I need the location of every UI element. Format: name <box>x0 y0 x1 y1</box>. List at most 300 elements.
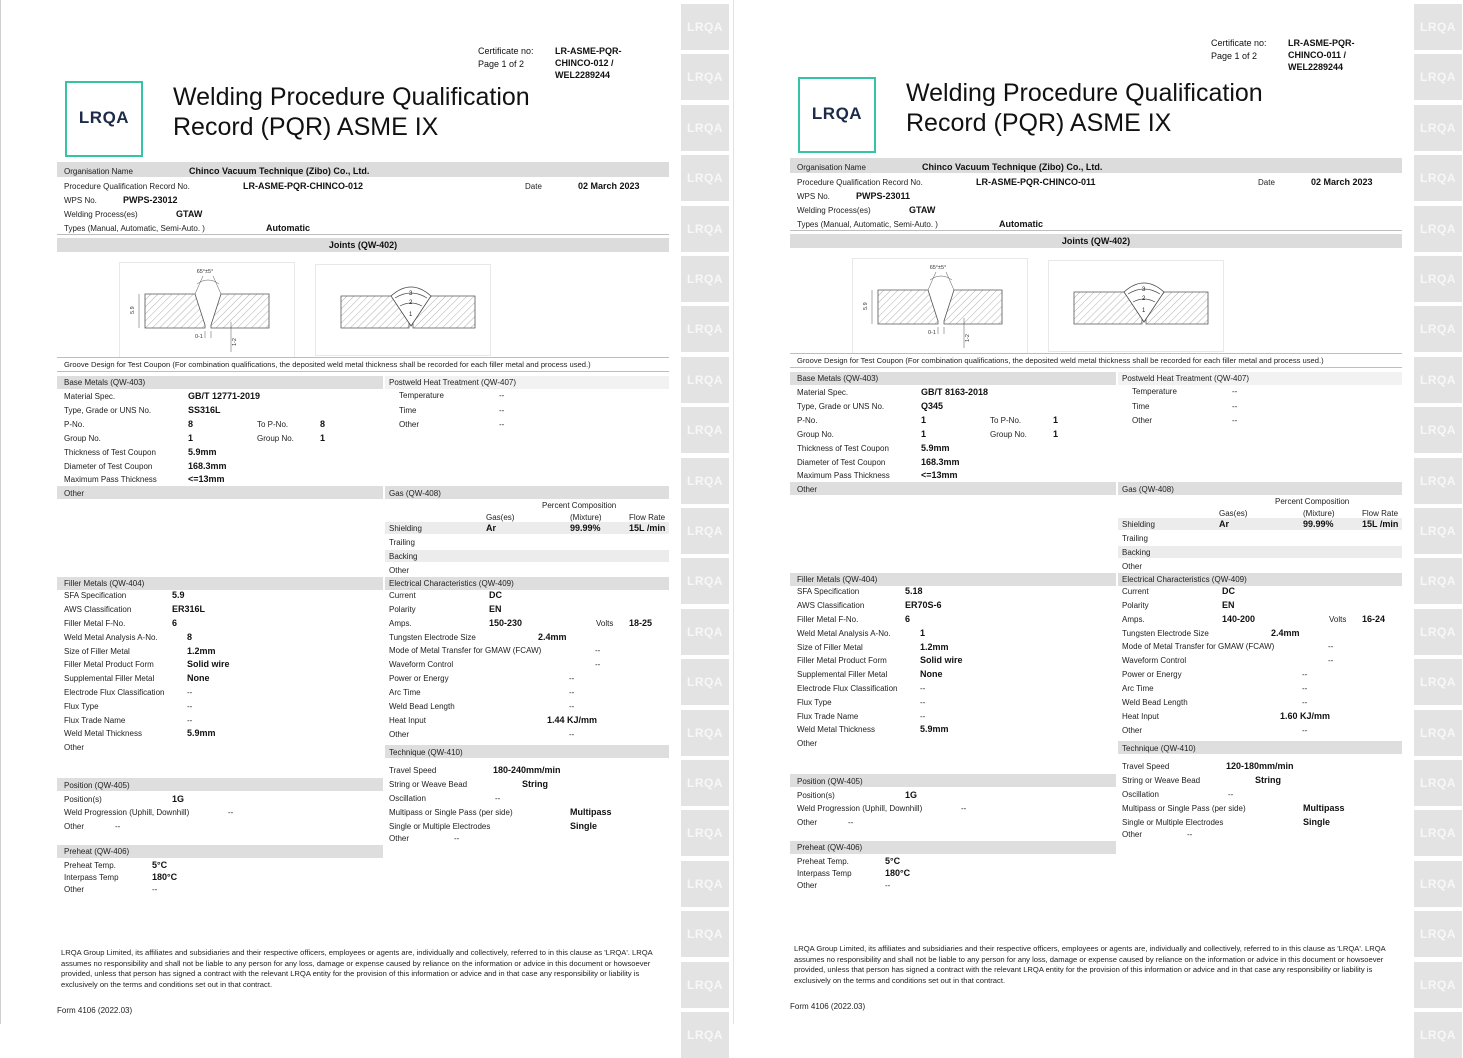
base-metals-heading: Base Metals (QW-403) <box>64 378 146 387</box>
weld-thickness-value: 5.9mm <box>920 724 949 734</box>
diameter-value: 168.3mm <box>188 461 227 471</box>
arc-time-value: -- <box>1302 684 1308 693</box>
electrodes-label: Single or Multiple Electrodes <box>389 822 491 831</box>
bead-length-label: Weld Bead Length <box>389 702 455 711</box>
heat-input-value: 1.44 KJ/mm <box>547 715 598 725</box>
dim-gap: 0-1 <box>928 330 936 336</box>
position-other-value: -- <box>115 822 121 831</box>
position-other-label: Other <box>797 818 818 827</box>
gas-other-label: Other <box>389 566 410 575</box>
aws-value: ER316L <box>172 604 206 614</box>
gas-heading: Gas (QW-408) <box>389 489 441 498</box>
pwht-time-label: Time <box>1132 402 1150 411</box>
lrqa-watermark-tile: LRQA <box>1414 155 1462 201</box>
weld-thickness-label: Weld Metal Thickness <box>797 725 875 734</box>
waveform-value: -- <box>1328 656 1334 665</box>
flux-type-label: Flux Type <box>64 702 99 711</box>
mixture-col-label: (Mixture) <box>1303 509 1335 518</box>
flux-type-value: -- <box>187 702 193 711</box>
wps-no-label: WPS No. <box>64 196 97 205</box>
page-of: Page 1 of 2 <box>1211 51 1258 61</box>
process-label: Welding Process(es) <box>797 206 871 215</box>
progression-label: Weld Progression (Uphill, Downhill) <box>797 804 923 813</box>
lrqa-watermark-tile: LRQA <box>681 155 729 201</box>
joints-heading: Joints (QW-402) <box>328 240 398 250</box>
current-value: DC <box>1222 586 1235 596</box>
lrqa-watermark-tile: LRQA <box>1414 760 1462 806</box>
to-group-no-value: 1 <box>320 433 326 443</box>
base-metals-heading: Base Metals (QW-403) <box>797 374 879 383</box>
travel-speed-value: 120-180mm/min <box>1226 761 1294 771</box>
supp-filler-label: Supplemental Filler Metal <box>64 674 155 683</box>
thickness-label: Thickness of Test Coupon <box>64 448 156 457</box>
bead-length-label: Weld Bead Length <box>1122 698 1188 707</box>
flux-trade-label: Flux Trade Name <box>797 712 859 721</box>
a-no-value: 1 <box>920 628 926 638</box>
certificate-no-label: Certificate no: <box>478 46 534 56</box>
shielding-label: Shielding <box>1122 520 1155 529</box>
group-no-value: 1 <box>921 429 927 439</box>
types-value: Automatic <box>999 219 1044 229</box>
page-title-line2: Record (PQR) ASME IX <box>906 109 1172 137</box>
p-no-value: 1 <box>921 415 927 425</box>
arc-time-label: Arc Time <box>1122 684 1154 693</box>
lrqa-watermark-tile: LRQA <box>1414 810 1462 856</box>
lrqa-watermark-tile: LRQA <box>681 4 729 50</box>
metal-transfer-value: -- <box>1328 642 1334 651</box>
certificate-no-value: LR-ASME-PQR-CHINCO-012 / WEL2289244 <box>555 46 622 80</box>
groove-design-drawing <box>119 262 295 358</box>
technique-other-value: -- <box>454 834 460 843</box>
mixture-col-label: (Mixture) <box>570 513 602 522</box>
metal-transfer-label: Mode of Metal Transfer for GMAW (FCAW) <box>1122 642 1275 651</box>
preheat-other-value: -- <box>885 881 891 890</box>
waveform-label: Waveform Control <box>1122 656 1187 665</box>
size-filler-label: Size of Filler Metal <box>797 643 863 652</box>
type-grade-label: Type, Grade or UNS No. <box>797 402 885 411</box>
lrqa-watermark-tile: LRQA <box>1414 306 1462 352</box>
technique-other-value: -- <box>1187 830 1193 839</box>
sfa-label: SFA Specification <box>797 587 860 596</box>
positions-value: 1G <box>172 794 185 804</box>
size-filler-value: 1.2mm <box>920 642 949 652</box>
electrical-heading: Electrical Characteristics (QW-409) <box>1122 575 1247 584</box>
lrqa-watermark-tile: LRQA <box>681 558 729 604</box>
bead-length-value: -- <box>569 702 575 711</box>
lrqa-watermark-tile: LRQA <box>681 105 729 151</box>
a-no-label: Weld Metal Analysis A-No. <box>797 629 891 638</box>
lrqa-watermark-tile: LRQA <box>681 256 729 302</box>
volts-label: Volts <box>1329 615 1347 624</box>
types-value: Automatic <box>266 223 311 233</box>
to-p-no-label: To P-No. <box>990 416 1022 425</box>
lrqa-watermark-tile: LRQA <box>1414 105 1462 151</box>
pqr-no-value: LR-ASME-PQR-CHINCO-012 <box>243 181 364 191</box>
form-number: Form 4106 (2022.03) <box>790 1002 866 1011</box>
amps-label: Amps. <box>389 619 412 628</box>
pwht-temp-value: -- <box>1232 387 1238 396</box>
p-no-label: P-No. <box>797 416 818 425</box>
lrqa-watermark-tile: LRQA <box>1414 1012 1462 1058</box>
waveform-label: Waveform Control <box>389 660 454 669</box>
lrqa-watermark-tile: LRQA <box>681 206 729 252</box>
to-group-no-label: Group No. <box>990 430 1027 439</box>
date-label: Date <box>525 182 542 191</box>
types-label: Types (Manual, Automatic, Semi-Auto. ) <box>797 220 938 229</box>
certificate-no-value: LR-ASME-PQR-CHINCO-011 / WEL2289244 <box>1288 38 1355 72</box>
lrqa-watermark-tile: LRQA <box>681 54 729 100</box>
lrqa-watermark-tile: LRQA <box>1414 861 1462 907</box>
travel-speed-label: Travel Speed <box>1122 762 1170 771</box>
filler-metals-heading: Filler Metals (QW-404) <box>64 579 145 588</box>
weld-thickness-label: Weld Metal Thickness <box>64 729 142 738</box>
aws-label: AWS Classification <box>64 605 132 614</box>
groove-note: Groove Design for Test Coupon (For combination qualifications, the deposited weld metal thickness shall be recorded for each filler metal and process used.) <box>64 360 591 369</box>
backing-label: Backing <box>1122 548 1151 557</box>
pwht-temp-value: -- <box>499 391 505 400</box>
group-no-label: Group No. <box>797 430 834 439</box>
backing-label: Backing <box>389 552 418 561</box>
groove-design-drawing <box>852 258 1028 354</box>
filler-other-label: Other <box>64 743 85 752</box>
oscillation-label: Oscillation <box>389 794 426 803</box>
lrqa-watermark-tile: LRQA <box>1414 4 1462 50</box>
tungsten-value: 2.4mm <box>538 632 567 642</box>
progression-value: -- <box>228 808 234 817</box>
filler-other-label: Other <box>797 739 818 748</box>
polarity-value: EN <box>489 604 502 614</box>
lrqa-watermark-tile: LRQA <box>681 357 729 403</box>
amps-value: 140-200 <box>1222 614 1256 624</box>
certificate-block <box>478 45 648 85</box>
to-group-no-label: Group No. <box>257 434 294 443</box>
certificate-block <box>1211 38 1381 81</box>
size-filler-label: Size of Filler Metal <box>64 647 130 656</box>
positions-label: Position(s) <box>797 791 835 800</box>
flow-rate-col-label: Flow Rate <box>629 513 666 522</box>
date-value: 02 March 2023 <box>1311 177 1373 187</box>
pwht-time-value: -- <box>499 406 505 415</box>
lrqa-watermark-tile: LRQA <box>681 962 729 1008</box>
group-no-label: Group No. <box>64 434 101 443</box>
lrqa-watermark-tile: LRQA <box>681 911 729 957</box>
wps-no-label: WPS No. <box>797 192 830 201</box>
waveform-value: -- <box>595 660 601 669</box>
lrqa-watermark-tile: LRQA <box>681 458 729 504</box>
bead-length-value: -- <box>1302 698 1308 707</box>
preheat-heading: Preheat (QW-406) <box>797 843 863 852</box>
shielding-mixture-value: 99.99% <box>570 523 601 533</box>
flux-class-label: Electrode Flux Classification <box>797 684 898 693</box>
weld-bead-sequence-drawing <box>1048 260 1224 352</box>
arc-time-value: -- <box>569 688 575 697</box>
electrodes-label: Single or Multiple Electrodes <box>1122 818 1224 827</box>
tungsten-label: Tungsten Electrode Size <box>389 633 476 642</box>
dim-angle: 65°±5° <box>929 265 947 271</box>
supp-filler-value: None <box>920 669 943 679</box>
aws-value: ER70S-6 <box>905 600 942 610</box>
technique-other-label: Other <box>1122 830 1143 839</box>
bead-3: 3 <box>1142 287 1146 293</box>
pwht-temp-label: Temperature <box>399 391 444 400</box>
lrqa-logo: LRQA <box>65 81 143 157</box>
pwht-other-value: -- <box>499 420 505 429</box>
f-no-value: 6 <box>172 618 178 628</box>
position-other-label: Other <box>64 822 85 831</box>
dim-gap: 0-1 <box>195 334 203 340</box>
pwht-heading: Postweld Heat Treatment (QW-407) <box>1122 374 1250 383</box>
product-form-label: Filler Metal Product Form <box>797 656 887 665</box>
supp-filler-label: Supplemental Filler Metal <box>797 670 888 679</box>
shielding-flow-value: 15L /min <box>1362 519 1399 529</box>
travel-speed-label: Travel Speed <box>389 766 437 775</box>
lrqa-watermark-tile: LRQA <box>681 609 729 655</box>
lrqa-watermark-tile: LRQA <box>1414 407 1462 453</box>
lrqa-watermark-tile: LRQA <box>1414 962 1462 1008</box>
electrodes-value: Single <box>570 821 598 831</box>
lrqa-watermark-tile: LRQA <box>1414 911 1462 957</box>
joints-heading: Joints (QW-402) <box>1061 236 1131 246</box>
lrqa-watermark-tile: LRQA <box>681 1012 729 1058</box>
page-title-line1: Welding Procedure Qualification <box>906 79 1263 107</box>
shielding-mixture-value: 99.99% <box>1303 519 1334 529</box>
pwht-time-value: -- <box>1232 402 1238 411</box>
shielding-gas-value: Ar <box>1219 519 1230 529</box>
volts-value: 18-25 <box>629 618 653 628</box>
material-spec-value: GB/T 12771-2019 <box>188 391 261 401</box>
pqr-page-chinco-012 <box>0 0 731 1042</box>
preheat-other-value: -- <box>152 885 158 894</box>
preheat-temp-value: 5°C <box>885 856 901 866</box>
trailing-label: Trailing <box>389 538 415 547</box>
technique-heading: Technique (QW-410) <box>389 748 463 757</box>
lrqa-watermark-tile: LRQA <box>1414 458 1462 504</box>
bead-2: 2 <box>1142 296 1146 302</box>
tungsten-label: Tungsten Electrode Size <box>1122 629 1209 638</box>
thickness-value: 5.9mm <box>921 443 950 453</box>
a-no-value: 8 <box>187 632 193 642</box>
electrical-other-value: -- <box>1302 726 1308 735</box>
shielding-label: Shielding <box>389 524 422 533</box>
flux-type-label: Flux Type <box>797 698 832 707</box>
product-form-label: Filler Metal Product Form <box>64 660 154 669</box>
aws-label: AWS Classification <box>797 601 865 610</box>
lrqa-watermark-tile: LRQA <box>1414 609 1462 655</box>
pwht-other-label: Other <box>1132 416 1153 425</box>
sfa-value: 5.18 <box>905 586 923 596</box>
interpass-label: Interpass Temp <box>64 873 119 882</box>
date-label: Date <box>1258 178 1275 187</box>
heat-input-label: Heat Input <box>1122 712 1159 721</box>
oscillation-value: -- <box>1228 790 1234 799</box>
power-value: -- <box>569 674 575 683</box>
material-spec-value: GB/T 8163-2018 <box>921 387 989 397</box>
f-no-label: Filler Metal F-No. <box>64 619 126 628</box>
technique-other-label: Other <box>389 834 410 843</box>
string-weave-value: String <box>1255 775 1281 785</box>
org-value: Chinco Vacuum Technique (Zibo) Co., Ltd. <box>189 166 370 176</box>
dim-thickness: 5.9 <box>863 302 869 310</box>
electrical-other-label: Other <box>1122 726 1143 735</box>
max-pass-label: Maximum Pass Thickness <box>797 471 890 480</box>
diameter-label: Diameter of Test Coupon <box>797 458 886 467</box>
polarity-label: Polarity <box>389 605 416 614</box>
p-no-value: 8 <box>188 419 194 429</box>
current-value: DC <box>489 590 502 600</box>
string-weave-label: String or Weave Bead <box>1122 776 1201 785</box>
multipass-label: Multipass or Single Pass (per side) <box>1122 804 1246 813</box>
lrqa-watermark-tile: LRQA <box>681 508 729 554</box>
lrqa-watermark-tile: LRQA <box>1414 710 1462 756</box>
dim-angle: 65°±5° <box>196 269 214 275</box>
metal-transfer-label: Mode of Metal Transfer for GMAW (FCAW) <box>389 646 542 655</box>
max-pass-value: <=13mm <box>921 470 958 480</box>
disclaimer: LRQA Group Limited, its affiliates and subsidiaries and their respective officers, employees or agents are, individually and collectively, referred to in this clause as 'LRQA'. LRQA assumes no responsibility and shall not be liable to any person for any loss, damage or expense caused by reliance on the information or advice in this document or howsoever provided, unless that person has signed a contract with the relevant LRQA entity for the provision of this information or advice and in that case any responsibility or liability is exclusively on the terms and conditions set out in that contract. <box>794 944 1386 985</box>
org-label: Organisation Name <box>797 163 866 172</box>
current-label: Current <box>389 591 416 600</box>
preheat-other-label: Other <box>797 881 818 890</box>
heat-input-value: 1.60 KJ/mm <box>1280 711 1331 721</box>
tungsten-value: 2.4mm <box>1271 628 1300 638</box>
shielding-flow-value: 15L /min <box>629 523 666 533</box>
lrqa-watermark-tile: LRQA <box>681 861 729 907</box>
filler-metals-heading: Filler Metals (QW-404) <box>797 575 878 584</box>
pwht-other-label: Other <box>399 420 420 429</box>
lrqa-logo: LRQA <box>798 77 876 153</box>
power-value: -- <box>1302 670 1308 679</box>
pqr-no-label: Procedure Qualification Record No. <box>797 178 923 187</box>
flux-trade-value: -- <box>187 716 193 725</box>
amps-value: 150-230 <box>489 618 523 628</box>
flux-trade-value: -- <box>920 712 926 721</box>
disclaimer: LRQA Group Limited, its affiliates and subsidiaries and their respective officers, employees or agents are, individually and collectively, referred to in this clause as 'LRQA'. LRQA assumes no responsibility and shall not be liable to any person for any loss, damage or expense caused by reliance on the information or advice in this document or howsoever provided, unless that person has signed a contract with the relevant LRQA entity for the provision of this information or advice and in that case any responsibility or liability is exclusively on the terms and conditions set out in that contract. <box>61 948 653 989</box>
string-weave-value: String <box>522 779 548 789</box>
multipass-value: Multipass <box>1303 803 1345 813</box>
type-grade-value: Q345 <box>921 401 944 411</box>
org-label: Organisation Name <box>64 167 133 176</box>
gases-col-label: Gas(es) <box>486 513 515 522</box>
amps-label: Amps. <box>1122 615 1145 624</box>
electrical-other-value: -- <box>569 730 575 739</box>
flow-rate-col-label: Flow Rate <box>1362 509 1399 518</box>
material-spec-label: Material Spec. <box>797 388 849 397</box>
electrical-heading: Electrical Characteristics (QW-409) <box>389 579 514 588</box>
type-grade-value: SS316L <box>188 405 221 415</box>
lrqa-watermark-tile: LRQA <box>681 760 729 806</box>
types-label: Types (Manual, Automatic, Semi-Auto. ) <box>64 224 205 233</box>
lrqa-watermark-tile: LRQA <box>1414 659 1462 705</box>
date-value: 02 March 2023 <box>578 181 640 191</box>
electrical-other-label: Other <box>389 730 410 739</box>
multipass-value: Multipass <box>570 807 612 817</box>
supp-filler-value: None <box>187 673 210 683</box>
percent-composition-label: Percent Composition <box>542 501 617 510</box>
base-metals-other-label: Other <box>797 485 818 494</box>
gas-heading: Gas (QW-408) <box>1122 485 1174 494</box>
lrqa-watermark-tile: LRQA <box>1414 54 1462 100</box>
electrodes-value: Single <box>1303 817 1331 827</box>
dim-thickness: 5.9 <box>130 306 136 314</box>
lrqa-watermark-tile: LRQA <box>1414 206 1462 252</box>
lrqa-watermark-tile: LRQA <box>681 810 729 856</box>
oscillation-value: -- <box>495 794 501 803</box>
gases-col-label: Gas(es) <box>1219 509 1248 518</box>
polarity-label: Polarity <box>1122 601 1149 610</box>
product-form-value: Solid wire <box>920 655 963 665</box>
max-pass-label: Maximum Pass Thickness <box>64 475 157 484</box>
positions-value: 1G <box>905 790 918 800</box>
pqr-page-chinco-011 <box>733 0 1463 1042</box>
type-grade-label: Type, Grade or UNS No. <box>64 406 152 415</box>
position-heading: Position (QW-405) <box>64 781 130 790</box>
wps-no-value: PWPS-23011 <box>856 191 911 201</box>
process-value: GTAW <box>176 209 203 219</box>
dim-root: 1-2 <box>965 334 971 342</box>
product-form-value: Solid wire <box>187 659 230 669</box>
flux-type-value: -- <box>920 698 926 707</box>
gas-other-label: Other <box>1122 562 1143 571</box>
pqr-no-label: Procedure Qualification Record No. <box>64 182 190 191</box>
lrqa-watermark-tile: LRQA <box>1414 357 1462 403</box>
trailing-label: Trailing <box>1122 534 1148 543</box>
sfa-label: SFA Specification <box>64 591 127 600</box>
process-value: GTAW <box>909 205 936 215</box>
interpass-value: 180°C <box>152 872 178 882</box>
shielding-gas-value: Ar <box>486 523 497 533</box>
interpass-label: Interpass Temp <box>797 869 852 878</box>
preheat-temp-value: 5°C <box>152 860 168 870</box>
page-of: Page 1 of 2 <box>478 59 525 69</box>
base-metals-other-label: Other <box>64 489 85 498</box>
power-label: Power or Energy <box>1122 670 1182 679</box>
wps-no-value: PWPS-23012 <box>123 195 178 205</box>
position-heading: Position (QW-405) <box>797 777 863 786</box>
oscillation-label: Oscillation <box>1122 790 1159 799</box>
thickness-value: 5.9mm <box>188 447 217 457</box>
lrqa-watermark-tile: LRQA <box>1414 508 1462 554</box>
percent-composition-label: Percent Composition <box>1275 497 1350 506</box>
material-spec-label: Material Spec. <box>64 392 116 401</box>
arc-time-label: Arc Time <box>389 688 421 697</box>
form-number: Form 4106 (2022.03) <box>57 1006 133 1015</box>
technique-heading: Technique (QW-410) <box>1122 744 1196 753</box>
lrqa-watermark-tile: LRQA <box>681 710 729 756</box>
f-no-label: Filler Metal F-No. <box>797 615 859 624</box>
power-label: Power or Energy <box>389 674 449 683</box>
pwht-time-label: Time <box>399 406 417 415</box>
dim-root: 1-2 <box>232 338 238 346</box>
diameter-value: 168.3mm <box>921 457 960 467</box>
max-pass-value: <=13mm <box>188 474 225 484</box>
lrqa-watermark-tile: LRQA <box>1414 558 1462 604</box>
sfa-value: 5.9 <box>172 590 185 600</box>
position-other-value: -- <box>848 818 854 827</box>
pwht-other-value: -- <box>1232 416 1238 425</box>
group-no-value: 1 <box>188 433 194 443</box>
heat-input-label: Heat Input <box>389 716 426 725</box>
progression-value: -- <box>961 804 967 813</box>
to-p-no-value: 8 <box>320 419 326 429</box>
preheat-temp-label: Preheat Temp. <box>64 861 116 870</box>
to-p-no-label: To P-No. <box>257 420 289 429</box>
bead-1: 1 <box>409 312 413 318</box>
f-no-value: 6 <box>905 614 911 624</box>
page-title-line1: Welding Procedure Qualification <box>173 83 530 111</box>
bead-2: 2 <box>409 300 413 306</box>
p-no-label: P-No. <box>64 420 85 429</box>
certificate-no-label: Certificate no: <box>1211 38 1267 48</box>
string-weave-label: String or Weave Bead <box>389 780 468 789</box>
